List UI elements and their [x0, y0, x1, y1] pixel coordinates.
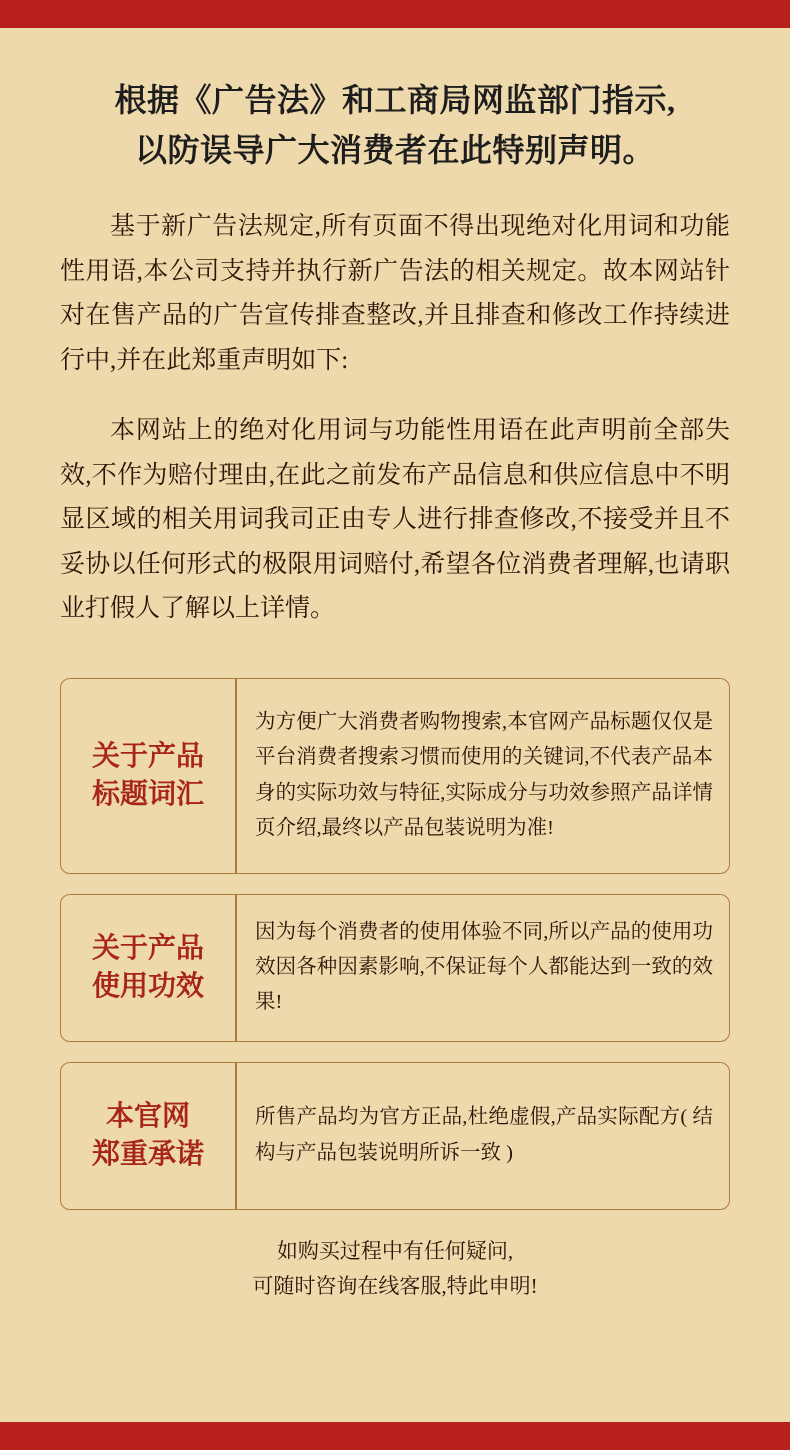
notice-card-title-line-2: 使用功效: [91, 970, 204, 1002]
disclaimer-panel: [0, 28, 790, 1422]
notice-card-text: 因为每个消费者的使用体验不同,所以产品的使用功效因各种因素影响,不保证每个人都能达到一致的效果!: [255, 920, 713, 1014]
notice-card-text: 所售产品均为官方正品,杜绝虚假,产品实际配方( 结构与产品包装说明所诉一致 ): [255, 1106, 713, 1164]
notice-card-title-line-1: 关于产品: [91, 740, 204, 772]
notice-card-product-effect: [60, 894, 730, 1042]
footer-note-line-2: 可随时咨询在线客服,特此申明!: [252, 1274, 538, 1299]
notice-card-title: [61, 1063, 237, 1209]
notice-card-title-line-1: 本官网: [105, 1100, 190, 1132]
footer-note-line-1: 如购买过程中有任何疑问,: [276, 1238, 514, 1263]
notice-card-title: [61, 679, 237, 873]
footer-note: [60, 1234, 730, 1305]
notice-card-title-line-2: 标题词汇: [91, 778, 204, 810]
page-title: [60, 28, 730, 175]
statement-body: [60, 205, 730, 632]
notice-card-official-promise: [60, 1062, 730, 1210]
notice-card-list: [60, 678, 730, 1210]
notice-card-title: [61, 895, 237, 1041]
statement-paragraph-1: 基于新广告法规定,所有页面不得出现绝对化用词和功能性用语,本公司支持并执行新广告法的相关规定。故本网站针对在售产品的广告宣传排查整改,并且排查和修改工作持续进行中,并在此郑重声明如下:: [60, 213, 730, 374]
notice-card-product-title: [60, 678, 730, 874]
statement-paragraph-2: 本网站上的绝对化用词与功能性用语在此声明前全部失效,不作为赔付理由,在此之前发布产品信息和供应信息中不明显区域的相关用词我司正由专人进行排查修改,不接受并且不妥协以任何形式的极限用词赔付,希望各位消费者理解,也请职业打假人了解以上详情。: [60, 417, 730, 623]
notice-card-title-line-2: 郑重承诺: [91, 1138, 204, 1170]
page-title-line-2: 以防误导广大消费者在此特别声明。: [134, 131, 655, 168]
notice-card-text: 为方便广大消费者购物搜索,本官网产品标题仅仅是平台消费者搜索习惯而使用的关键词,不代表产品本身的实际功效与特征,实际成分与功效参照产品详情页介绍,最终以产品包装说明为准!: [255, 711, 713, 839]
page-title-line-1: 根据《广告法》和工商局网监部门指示,: [114, 82, 676, 118]
notice-card-title-line-1: 关于产品: [91, 932, 204, 964]
